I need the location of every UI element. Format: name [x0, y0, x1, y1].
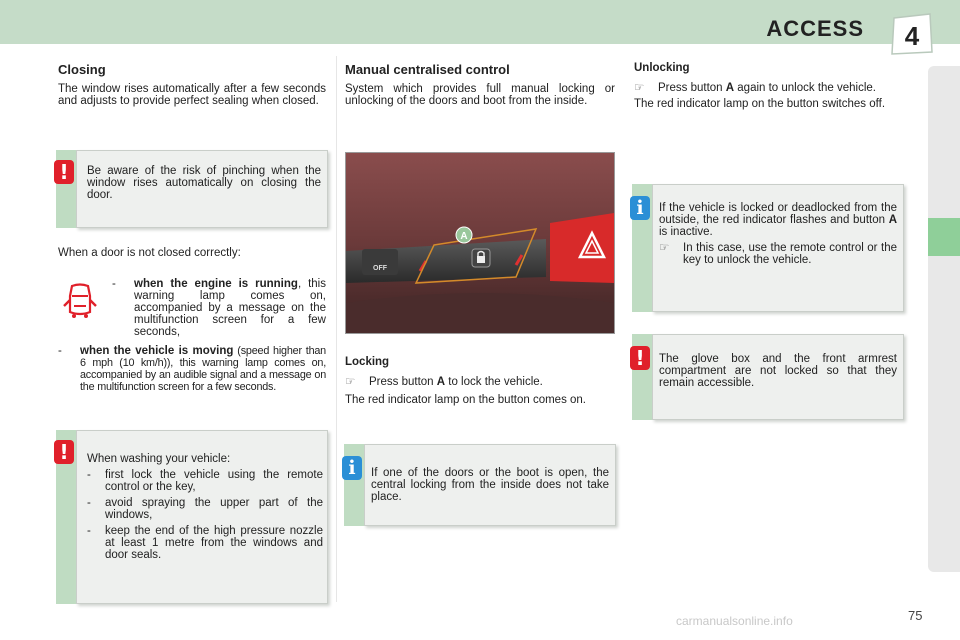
open-door-info-text: If one of the doors or the boot is open, the central locking from the inside does not take place. — [371, 467, 609, 503]
glove-box-warning-text: The glove box and the front armrest compartment are not locked so that they remain accessible. — [659, 353, 897, 389]
manual-control-paragraph: System which provides full manual locking or unlocking of the doors and boot from the inside. — [345, 83, 615, 107]
chapter-tab — [888, 12, 936, 56]
info-icon: i — [342, 456, 362, 480]
engine-running-item — [112, 278, 326, 338]
exclamation-icon: ! — [54, 440, 74, 464]
washing-content — [87, 453, 323, 561]
info-icon: i — [630, 196, 650, 220]
engine-running-text: , this warning lamp comes on, accompanied by a message on the multifunction screen for a few seconds, — [134, 278, 326, 338]
unlocking-section — [634, 62, 902, 110]
pointing-hand-icon: ☞ — [659, 242, 670, 254]
chapter-sidebar — [928, 66, 960, 572]
washing-item: - first lock the vehicle using the remote control or the key, — [87, 469, 323, 493]
chapter-number: 4 — [904, 21, 920, 51]
locking-step: ☞ Press button A to lock the vehicle. — [345, 376, 543, 388]
dash-bullet: - — [87, 525, 91, 537]
dash-bullet: - — [87, 497, 91, 509]
closing-heading: Closing — [58, 62, 106, 77]
chapter-title: ACCESS — [766, 16, 864, 41]
locking-lamp-text: The red indicator lamp on the button comes on. — [345, 394, 587, 406]
pinching-warning-box — [76, 150, 328, 228]
closing-section — [58, 62, 326, 107]
column-divider — [336, 56, 337, 602]
pointing-hand-icon: ☞ — [345, 376, 356, 388]
manual-control-section — [345, 62, 615, 107]
vehicle-moving-item — [58, 345, 326, 393]
unlocking-lamp-text: The red indicator lamp on the button switches off. — [634, 98, 886, 110]
dash-bullet: - — [112, 278, 116, 290]
deadlocked-info-step: ☞ In this case, use the remote control or the key to unlock the vehicle. — [659, 242, 897, 266]
vehicle-moving-text: (speed higher than 6 mph (10 km/h)), this warning lamp comes on, accompanied by an audible signal and a message on the multifunction screen for a few seconds. — [80, 345, 326, 393]
engine-running-label: when the engine is running — [134, 278, 298, 290]
washing-item: - avoid spraying the upper part of the windows, — [87, 497, 323, 521]
deadlocked-info-content: If the vehicle is locked or deadlocked from the outside, the red indicator flashes and button A is inactive. ☞ In this case, use the remote control or the key to unlock the vehicle. — [659, 202, 897, 266]
unlocking-step: ☞ Press button A again to unlock the vehicle. — [634, 82, 877, 94]
locking-section — [345, 356, 615, 406]
exclamation-icon: ! — [630, 346, 650, 370]
washing-warning-box — [76, 430, 328, 604]
vehicle-moving-label: when the vehicle is moving — [80, 345, 234, 357]
open-door-info-box — [364, 444, 616, 526]
deadlocked-info-box — [652, 184, 904, 312]
photo-callout-a: A — [460, 231, 468, 242]
dash-bullet: - — [87, 469, 91, 481]
dash-bullet: - — [58, 345, 62, 357]
photo-off-label: OFF — [373, 265, 387, 272]
manual-control-heading: Manual centralised control — [345, 62, 510, 77]
central-locking-button-photo — [345, 152, 615, 334]
washing-heading: When washing your vehicle: — [87, 453, 231, 465]
pointing-hand-icon: ☞ — [634, 82, 645, 94]
pinching-warning-text: Be aware of the risk of pinching when the window rises automatically on closing the door. — [87, 165, 321, 201]
exclamation-icon: ! — [54, 160, 74, 184]
page-number: 75 — [908, 608, 923, 623]
locking-heading: Locking — [345, 356, 390, 368]
glove-box-warning-box — [652, 334, 904, 420]
closing-paragraph: The window rises automatically after a few seconds and adjusts to provide perfect sealing when closed. — [58, 83, 326, 107]
washing-item: - keep the end of the high pressure nozzle at least 1 metre from the windows and door seals. — [87, 525, 323, 561]
chapter-sidebar-active-tab[interactable] — [928, 218, 960, 256]
watermark: carmanualsonline.info — [676, 614, 793, 628]
door-not-closed-intro: When a door is not closed correctly: — [58, 247, 241, 259]
door-open-warning-lamp-icon — [62, 282, 98, 320]
unlocking-heading: Unlocking — [634, 62, 690, 74]
